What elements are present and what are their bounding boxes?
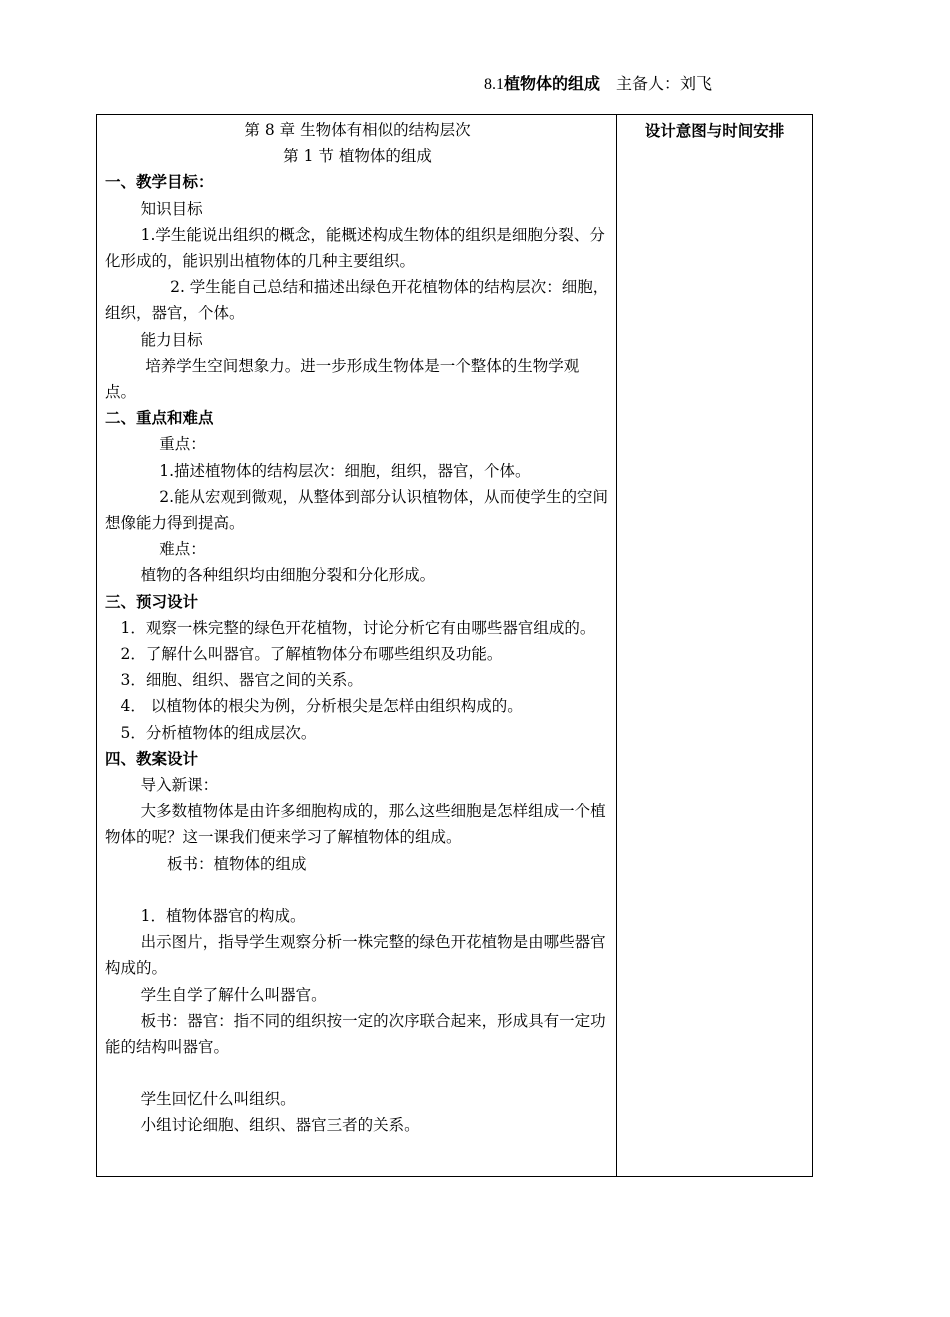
lesson-plan-table <box>96 114 813 1177</box>
knowledge-goal-label: 知识目标 <box>140 199 203 218</box>
difficulty-label: 难点： <box>159 540 206 559</box>
lesson-content-cell <box>97 115 617 1177</box>
step-1-group-discussion: 小组讨论细胞、组织、器官三者的关系。 <box>140 1116 420 1135</box>
preview-item-4: 4． 以植物体的根尖为例，分析根尖是怎样由组织构成的。 <box>120 697 523 716</box>
key-points-label: 重点： <box>159 435 206 454</box>
section-title: 第 1 节 植物体的组成 <box>283 147 432 166</box>
board-title: 板书：植物体的组成 <box>167 854 307 873</box>
intro-text: 大多数植物体是由许多细胞构成的，那么这些细胞是怎样组成一个植物体的呢？这一课我们便来学习了解植物体的组成。 <box>105 802 606 847</box>
preview-item-5: 5．分析植物体的组成层次。 <box>120 723 317 742</box>
step-1-title: 1．植物体器官的构成。 <box>140 906 306 925</box>
preview-item-3: 3．细胞、组织、器官之间的关系。 <box>120 671 363 690</box>
step-1-show-pictures: 出示图片，指导学生观察分析一株完整的绿色开花植物是由哪些器官构成的。 <box>105 933 606 978</box>
knowledge-goal-1: 1.学生能说出组织的概念，能概述构成生物体的组织是细胞分裂、分化形成的，能识别出植物体的几种主要组织。 <box>105 225 605 271</box>
heading-preview: 三、预习设计 <box>105 592 199 611</box>
chapter-title: 第 8 章 生物体有相似的结构层次 <box>244 121 471 139</box>
step-1-board-organ: 板书：器官：指不同的组织按一定的次序联合起来，形成具有一定功能的结构叫器官。 <box>105 1011 606 1056</box>
heading-lesson-design: 四、教案设计 <box>105 749 199 768</box>
knowledge-goal-2: 2. 学生能自己总结和描述出绿色开花植物体的结构层次：细胞，组织，器官，个体。 <box>105 278 609 323</box>
heading-key-points: 二、重点和难点 <box>105 409 214 428</box>
design-intent-title: 设计意图与时间安排 <box>644 122 785 140</box>
preview-item-2: 2．了解什么叫器官。了解植物体分布哪些组织及功能。 <box>120 645 503 664</box>
heading-teaching-goals: 一、教学目标： <box>105 173 214 192</box>
page-header <box>484 71 712 94</box>
preview-item-1: 1．观察一株完整的绿色开花植物，讨论分析它有由哪些器官组成的。 <box>120 618 596 637</box>
preparer-name: 刘飞 <box>680 74 713 93</box>
ability-goal-1: 培养学生空间想象力。进一步形成生物体是一个整体的生物学观点。 <box>105 356 580 402</box>
step-1-self-study: 学生自学了解什么叫器官。 <box>140 985 327 1004</box>
lesson-title: 植物体的组成 <box>504 74 601 93</box>
intro-label: 导入新课： <box>140 776 219 795</box>
step-1-recall-tissue: 学生回忆什么叫组织。 <box>140 1090 296 1109</box>
ability-goal-label: 能力目标 <box>140 330 203 349</box>
key-point-1: 1.描述植物体的结构层次：细胞，组织，器官，个体。 <box>159 461 531 480</box>
design-intent-cell <box>617 115 813 1177</box>
preparer-label: 主备人： <box>616 74 681 93</box>
difficulty-1: 植物的各种组织均由细胞分裂和分化形成。 <box>140 566 436 585</box>
section-number: 8.1 <box>484 76 504 93</box>
key-point-2: 2.能从宏观到微观，从整体到部分认识植物体，从而使学生的空间想像能力得到提高。 <box>105 487 609 533</box>
